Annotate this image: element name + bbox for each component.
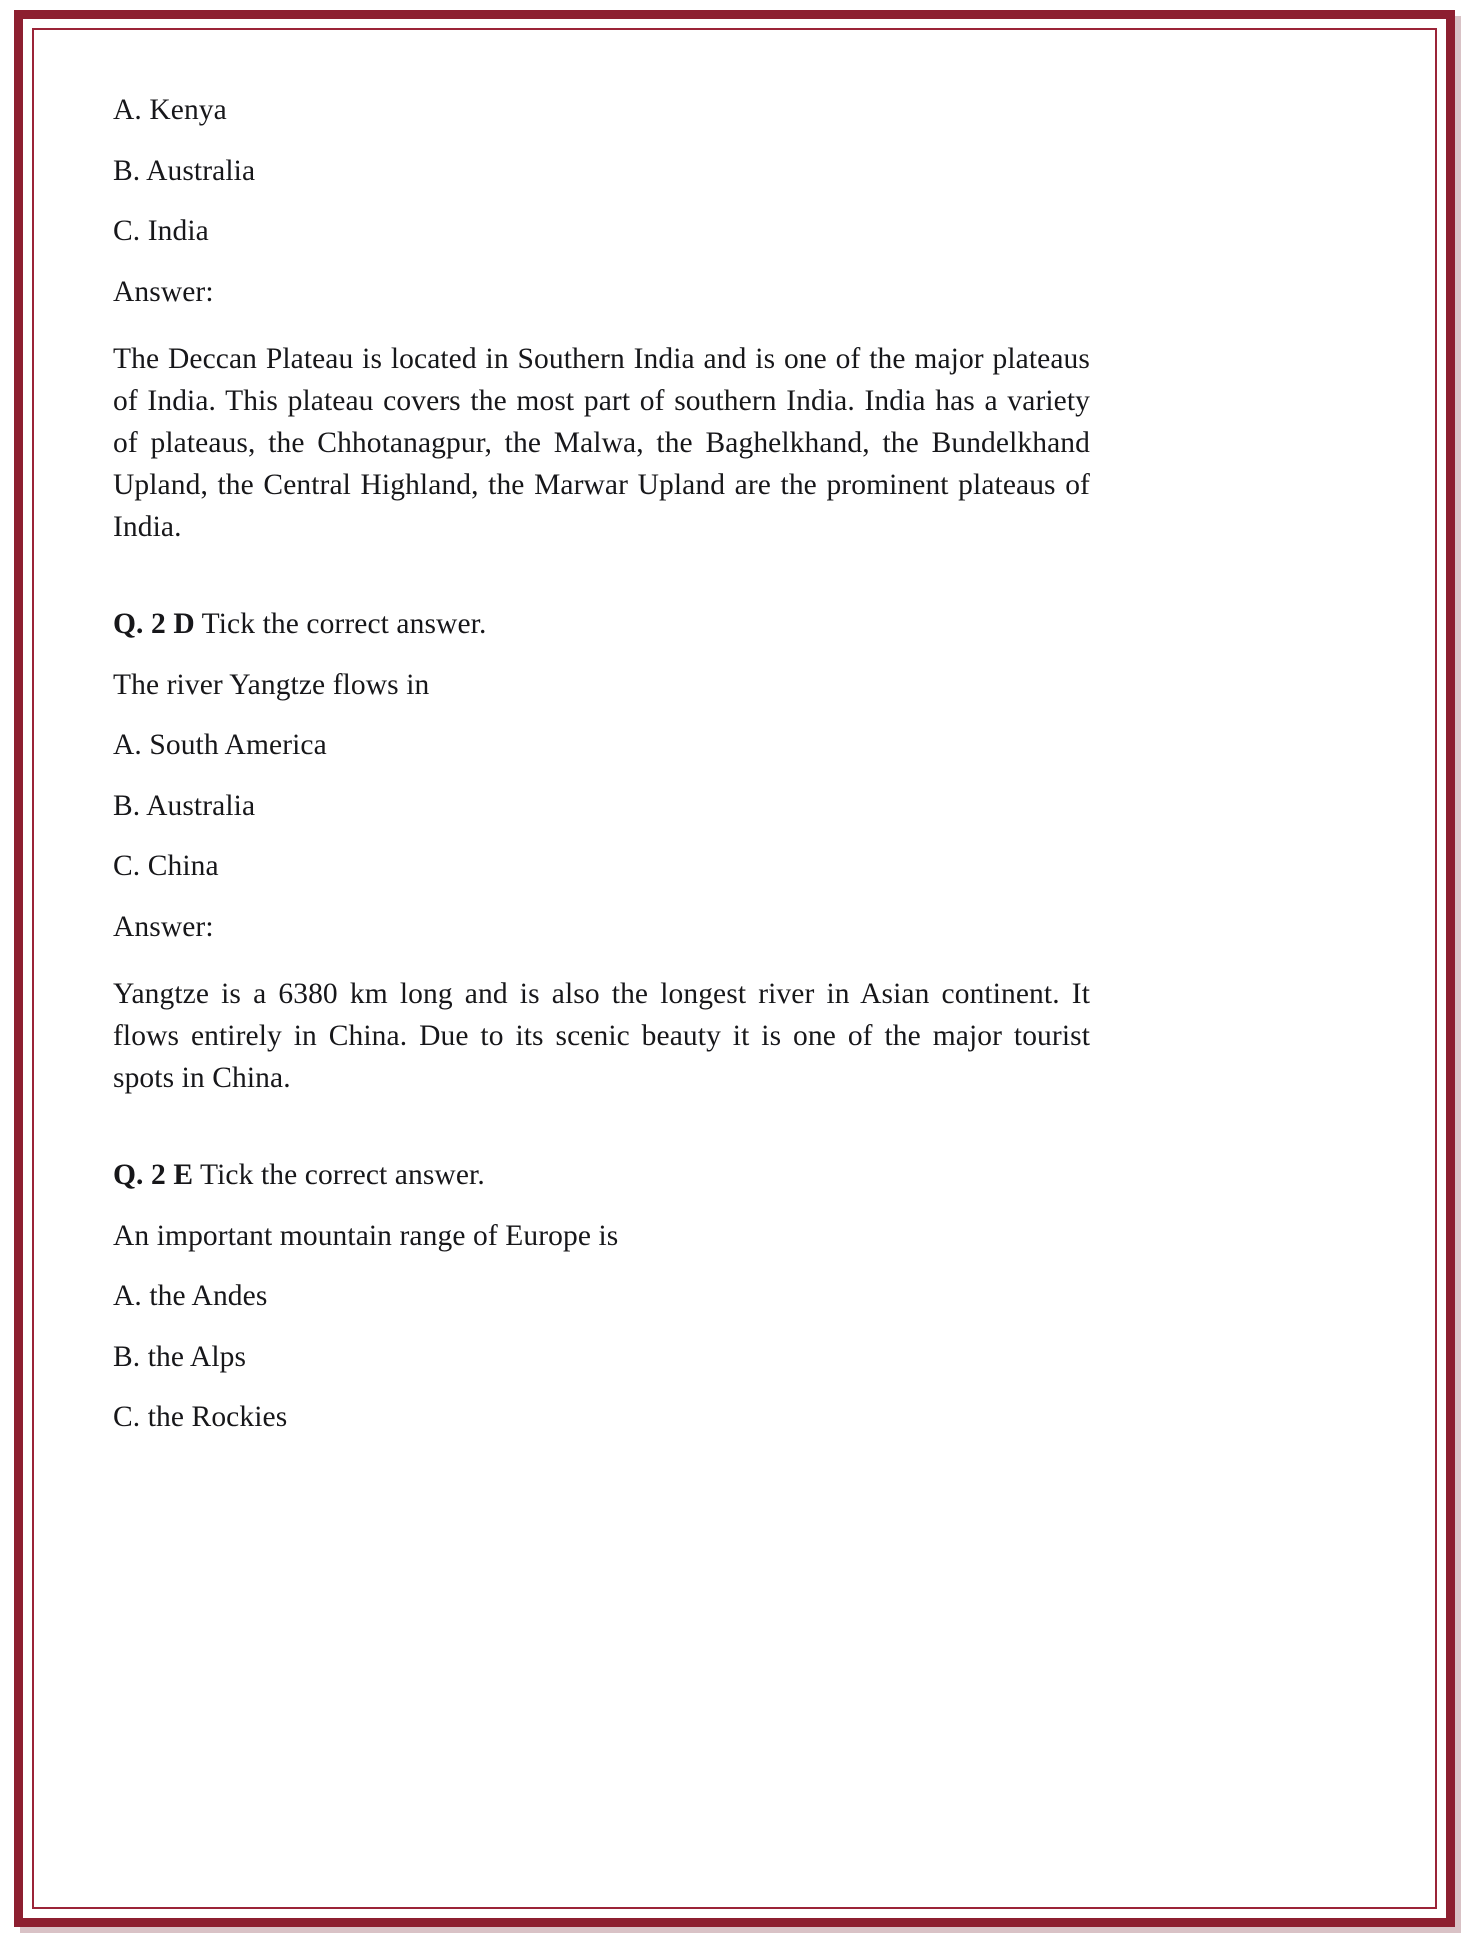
question-heading-text: Tick the correct answer. <box>193 1159 485 1191</box>
option-item[interactable]: A. the Andes <box>113 1280 268 1312</box>
section-spacer <box>113 1099 1090 1161</box>
question-heading-text: Tick the correct answer. <box>194 608 487 640</box>
option-item[interactable]: A. South America <box>113 729 327 761</box>
question-heading <box>113 1161 1090 1191</box>
section-q2e <box>113 1161 1090 1433</box>
option-item[interactable]: B. Australia <box>113 154 256 187</box>
option-item[interactable]: C. China <box>113 850 219 882</box>
question-number: Q. 2 E <box>113 1159 194 1191</box>
option-item[interactable]: B. the Alps <box>113 1340 247 1373</box>
answer-label: Answer: <box>113 910 214 943</box>
section-spacer <box>113 548 1090 610</box>
answer-label: Answer: <box>113 275 214 308</box>
question-number: Q. 2 D <box>113 608 195 640</box>
question-heading <box>113 610 1090 640</box>
question-stem: An important mountain range of Europe is <box>113 1219 619 1252</box>
section-q2d <box>113 610 1090 1099</box>
answer-paragraph: Yangtze is a 6380 km long and is also the longest river in Asian continent. It flows entirely in China. Due to its scenic beauty it is one of the major tourist spots in China. <box>113 978 1090 1094</box>
option-item[interactable]: B. Australia <box>113 789 256 822</box>
answer-paragraph: The Deccan Plateau is located in Southern India and is one of the major plateaus of India. This plateau covers the most part of southern India. India has a variety of plateaus, the Chhotanagpur, the Malwa, the Baghelkhand, the Bundelkhand Upland, the Central Highland, the Marwar Upland are the prominent plateaus of India. <box>113 343 1090 543</box>
section-q2c-continued <box>113 96 1090 548</box>
question-stem: The river Yangtze flows in <box>113 668 430 701</box>
option-item[interactable]: C. India <box>113 215 209 247</box>
document-content <box>113 96 1090 1464</box>
option-item[interactable]: C. the Rockies <box>113 1401 288 1433</box>
option-item[interactable]: A. Kenya <box>113 94 227 126</box>
